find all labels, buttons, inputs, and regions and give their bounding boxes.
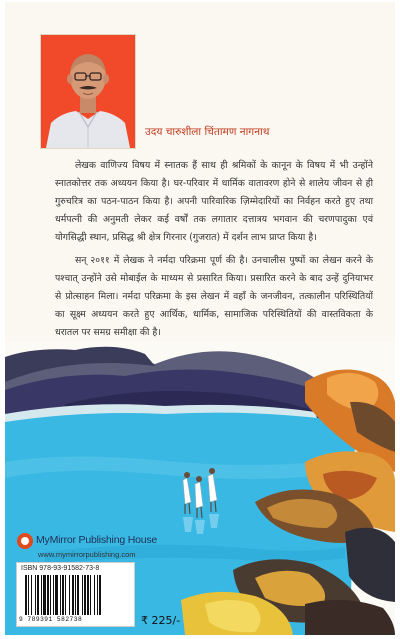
publisher-logo-icon bbox=[17, 533, 33, 549]
bio-paragraph-1: लेखक वाणिज्य विषय में स्नातक हैं साथ ही श्रमिकों के कानून के विषय में भी उन्होंने स्नातकोत्तर तक अध्ययन किया है। घर-परिवार में धार्मिक वातावरण होने से शालेय जीवन से ही गुरुचरित्र का पठन-पाठन किया है। अपनी पारिवारिक ज़िम्मेदारियों का निर्वहन करते हुए तथा धर्मपत्नी की अनुमती लेकर कई वर्षों तक लगातार दत्तात्रय भगवान की चरणपादुका एवं योगसिद्धी स्थान, प्रसिद्ध श्री क्षेत्र गिरनार (गुजरात) में दर्शन लाभ प्राप्त किया है। bbox=[55, 160, 373, 243]
publisher-logo bbox=[17, 532, 197, 552]
barcode-digits: 9 789391 582738 bbox=[19, 616, 83, 623]
publisher-name: MyMirror Publishing House bbox=[36, 534, 158, 546]
author-bio bbox=[55, 157, 373, 342]
author-name: उदय चारुशीला चिंतामण नागनाथ bbox=[145, 126, 270, 138]
price: ₹ 225/- bbox=[141, 614, 181, 627]
isbn-barcode bbox=[16, 562, 135, 627]
bio-paragraph-2: सन् २०११ में लेखक ने नर्मदा परिक्रमा पूर्ण की है। उनचालीस पुष्पों का लेखन करने के पश्चात् उन्होंने उसे मोबाईल के माध्यम से प्रसारित किया। प्रसारित करने के बाद उन्हें दुनियाभर से प्रोत्साहन मिला। नर्मदा परिक्रमा के इस लेखन में वहाँ के जनजीवन, तत्कालीन परिस्थितियों का सूक्ष्म अध्ययन करते हुए आर्थिक, धार्मिक, सामाजिक परिस्थितियों की वास्तविकता के धरातल पर समग्र समीक्षा की है। bbox=[55, 255, 373, 338]
barcode-icon bbox=[25, 575, 126, 615]
isbn-label: ISBN 978-93-91582-73-8 bbox=[21, 565, 100, 572]
publisher-url: www.mymirrorpublishing.com bbox=[38, 550, 136, 559]
author-photo bbox=[40, 34, 136, 149]
book-back-cover bbox=[5, 2, 395, 635]
author-portrait-image bbox=[41, 35, 135, 148]
